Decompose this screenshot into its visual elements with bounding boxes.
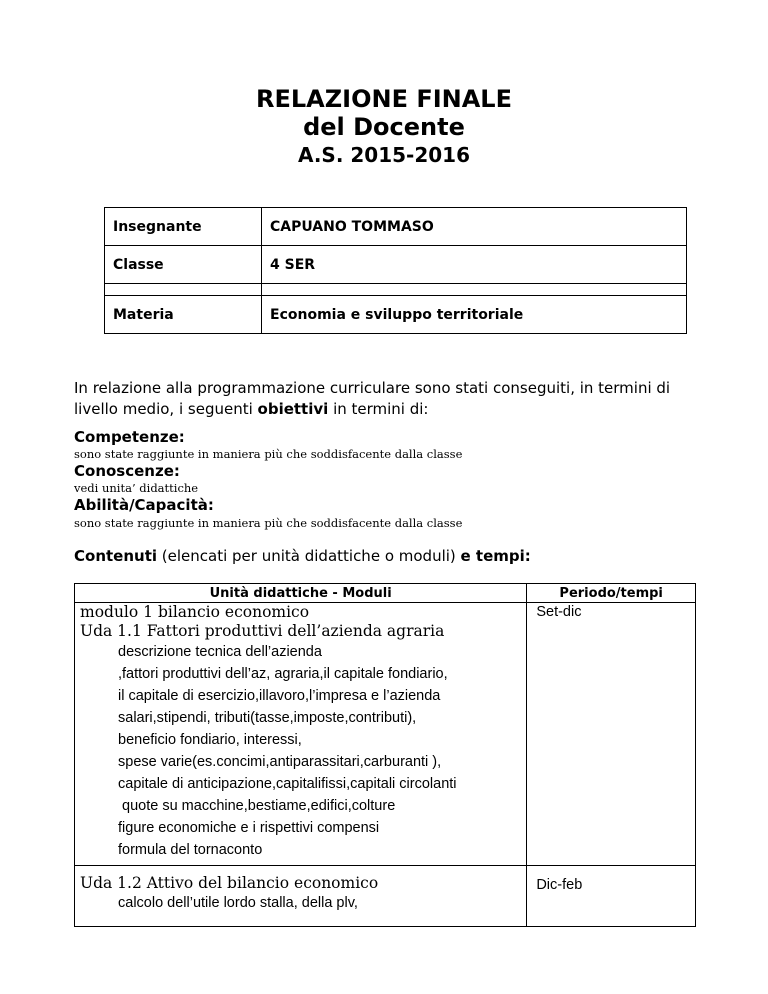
list-item: calcolo dell’utile lordo stalla, della plv, bbox=[118, 895, 358, 911]
class-label: Classe bbox=[105, 246, 262, 284]
teacher-info-table bbox=[104, 207, 687, 334]
list-item: formula del tornaconto bbox=[118, 842, 263, 858]
period-cell bbox=[527, 866, 696, 927]
class-value: 4 SER bbox=[262, 246, 687, 284]
abilita-heading: Abilità/Capacità: bbox=[74, 496, 214, 514]
contenuti-bold-end: e tempi: bbox=[460, 547, 531, 565]
teacher-label: Insegnante bbox=[105, 208, 262, 246]
contenuti-text: (elencati per unità didattiche o moduli) bbox=[157, 547, 461, 565]
module-title: modulo 1 bilancio economico bbox=[80, 603, 310, 621]
intro-text-end: in termini di: bbox=[328, 400, 429, 418]
period-cell bbox=[527, 584, 696, 866]
program-row bbox=[75, 584, 527, 866]
list-item: il capitale di esercizio,illavoro,l’impresa e l’azienda bbox=[118, 688, 441, 704]
period-header: Periodo/tempi bbox=[527, 584, 695, 603]
list-item: quote su macchine,bestiame,edifici,colture bbox=[118, 798, 396, 814]
intro-bold: obiettivi bbox=[257, 400, 329, 418]
intro-paragraph bbox=[74, 378, 700, 420]
uda-title: Uda 1.1 Fattori produttivi dell’azienda agraria bbox=[80, 622, 445, 640]
row1-content bbox=[75, 603, 526, 865]
list-item: capitale di anticipazione,capitalifissi,capitali circolanti bbox=[118, 776, 457, 792]
empty-cell bbox=[105, 284, 262, 296]
subject-value: Economia e sviluppo territoriale bbox=[262, 296, 687, 334]
intro-text: In relazione alla programmazione curriculare sono stati conseguiti, in termini di livello medio, i seguenti bbox=[74, 379, 671, 418]
list-item: figure economiche e i rispettivi compensi bbox=[118, 820, 380, 836]
list-item: descrizione tecnica dell’azienda bbox=[118, 644, 322, 660]
conoscenze-heading: Conoscenze: bbox=[74, 462, 180, 480]
period-value: Set-dic bbox=[536, 604, 582, 620]
list-item: beneficio fondiario, interessi, bbox=[118, 732, 302, 748]
program-table bbox=[74, 583, 696, 927]
row2-content bbox=[75, 866, 526, 926]
school-year: A.S. 2015-2016 bbox=[297, 143, 471, 167]
subject-label: Materia bbox=[105, 296, 262, 334]
title-line-2: del Docente bbox=[303, 113, 465, 141]
title-line-1: RELAZIONE FINALE bbox=[256, 85, 512, 113]
contenuti-bold: Contenuti bbox=[74, 547, 158, 565]
competenze-heading: Competenze: bbox=[74, 428, 185, 446]
uda-title: Uda 1.2 Attivo del bilancio economico bbox=[80, 874, 379, 892]
conoscenze-text: vedi unita’ didattiche bbox=[74, 481, 199, 495]
abilita-text: sono state raggiunte in maniera più che soddisfacente dalla classe bbox=[74, 516, 463, 530]
units-header: Unità didattiche - Moduli bbox=[75, 584, 526, 603]
teacher-value: CAPUANO TOMMASO bbox=[262, 208, 687, 246]
list-item: spese varie(es.concimi,antiparassitari,carburanti ), bbox=[118, 754, 442, 770]
period-value: Dic-feb bbox=[536, 877, 583, 893]
list-item: ,fattori produttivi dell’az, agraria,il capitale fondiario, bbox=[118, 666, 448, 682]
competenze-text: sono state raggiunte in maniera più che soddisfacente dalla classe bbox=[74, 447, 463, 461]
list-item: salari,stipendi, tributi(tasse,imposte,contributi), bbox=[118, 710, 417, 726]
contenuti-heading bbox=[74, 547, 531, 565]
empty-cell bbox=[262, 284, 687, 296]
program-row bbox=[75, 866, 527, 927]
